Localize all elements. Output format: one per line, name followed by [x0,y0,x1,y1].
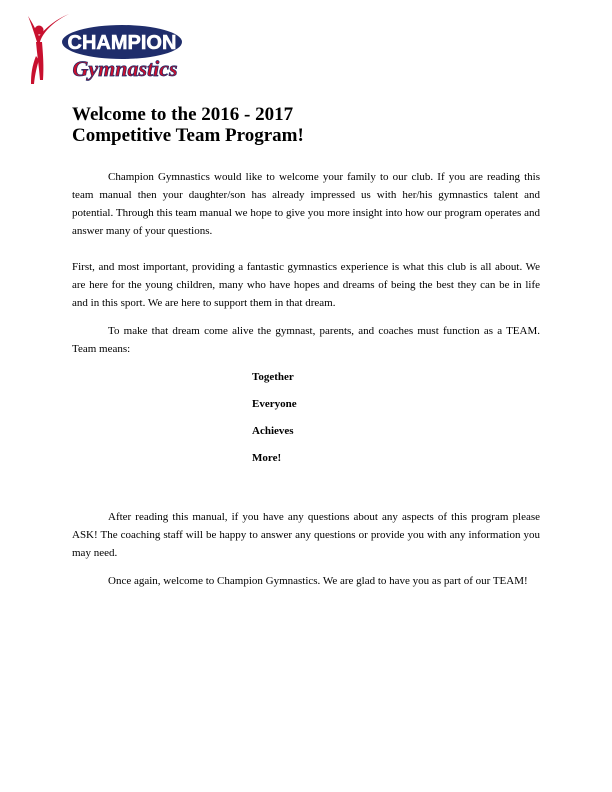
team-acronym-list [252,368,540,476]
page-title [72,104,304,146]
list-item: Achieves [252,425,294,437]
page-title-line-1: Welcome to the 2016 - 2017 [72,104,294,125]
page-title-line-2: Competitive Team Program! [72,125,304,146]
logo-champion-text: CHAMPION [67,32,177,54]
letter-body [72,168,540,590]
paragraph-team: To make that dream come alive the gymnast, parents, and coaches must function as a TEAM. Team means: [72,325,540,355]
gymnast-figure-icon [28,14,69,84]
list-item: More! [252,452,282,464]
paragraph-first: First, and most important, providing a fantastic gymnastics experience is what this club is all about. We are here for the young children, many who have hopes and dreams of being the best they can be in life and in this sport. We are here to support them in that dream. [72,261,540,309]
champion-gymnastics-logo [22,12,192,90]
paragraph-welcome: Champion Gymnastics would like to welcome your family to our club. If you are reading this team manual then your daughter/son has already impressed us with her/his gymnastics talent and potential. Through this team manual we hope to give you more insight into how our program operates and answer many of your questions. [72,171,540,237]
logo-gymnastics-text: Gymnastics [72,56,178,81]
list-item: Everyone [252,398,297,410]
list-item: Together [252,371,294,383]
paragraph-questions: After reading this manual, if you have any questions about any aspects of this program please ASK! The coaching staff will be happy to answer any questions or provide you with any information you may need. [72,511,540,559]
paragraph-closing: Once again, welcome to Champion Gymnastics. We are glad to have you as part of our TEAM! [108,575,528,587]
